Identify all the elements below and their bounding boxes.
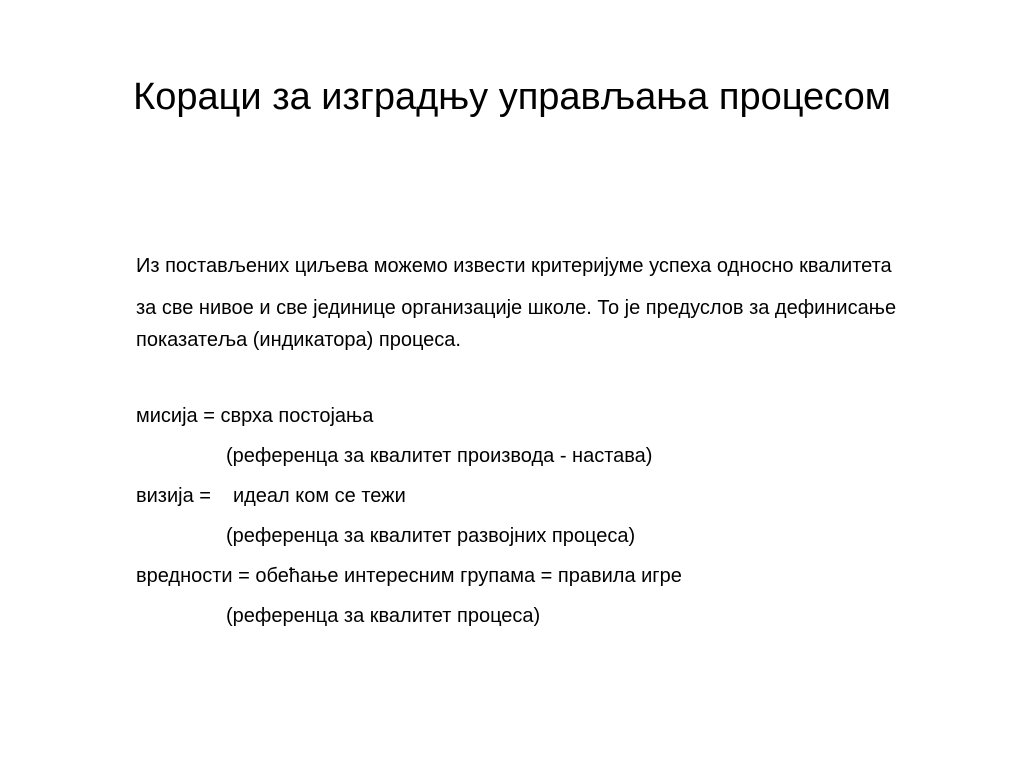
slide-body [136, 250, 956, 636]
mission-line: мисија = сврха постојања [136, 405, 374, 427]
mission-reference: (референца за квалитет производа - настава) [226, 445, 653, 467]
vision-line [136, 476, 956, 516]
slide-title: Кораци за изградњу управљања процесом [133, 76, 891, 118]
paragraph-criteria: Из постављених циљева можемо извести критеријуме успеха односно квалитета [136, 255, 892, 277]
vision-label: визија = [136, 485, 211, 507]
values-line: вредности = обећање интересним групама = правила игре [136, 565, 682, 587]
vision-value: идеал ком се тежи [232, 485, 406, 507]
vision-reference: (референца за квалитет развојних процеса) [226, 525, 636, 547]
paragraph-indicators: за све нивое и све јединице организације школе. То је предуслов за дефинисање показатеља (индикатора) процеса. [136, 297, 897, 351]
values-reference: (референца за квалитет процеса) [226, 605, 541, 627]
spacer [136, 366, 956, 396]
